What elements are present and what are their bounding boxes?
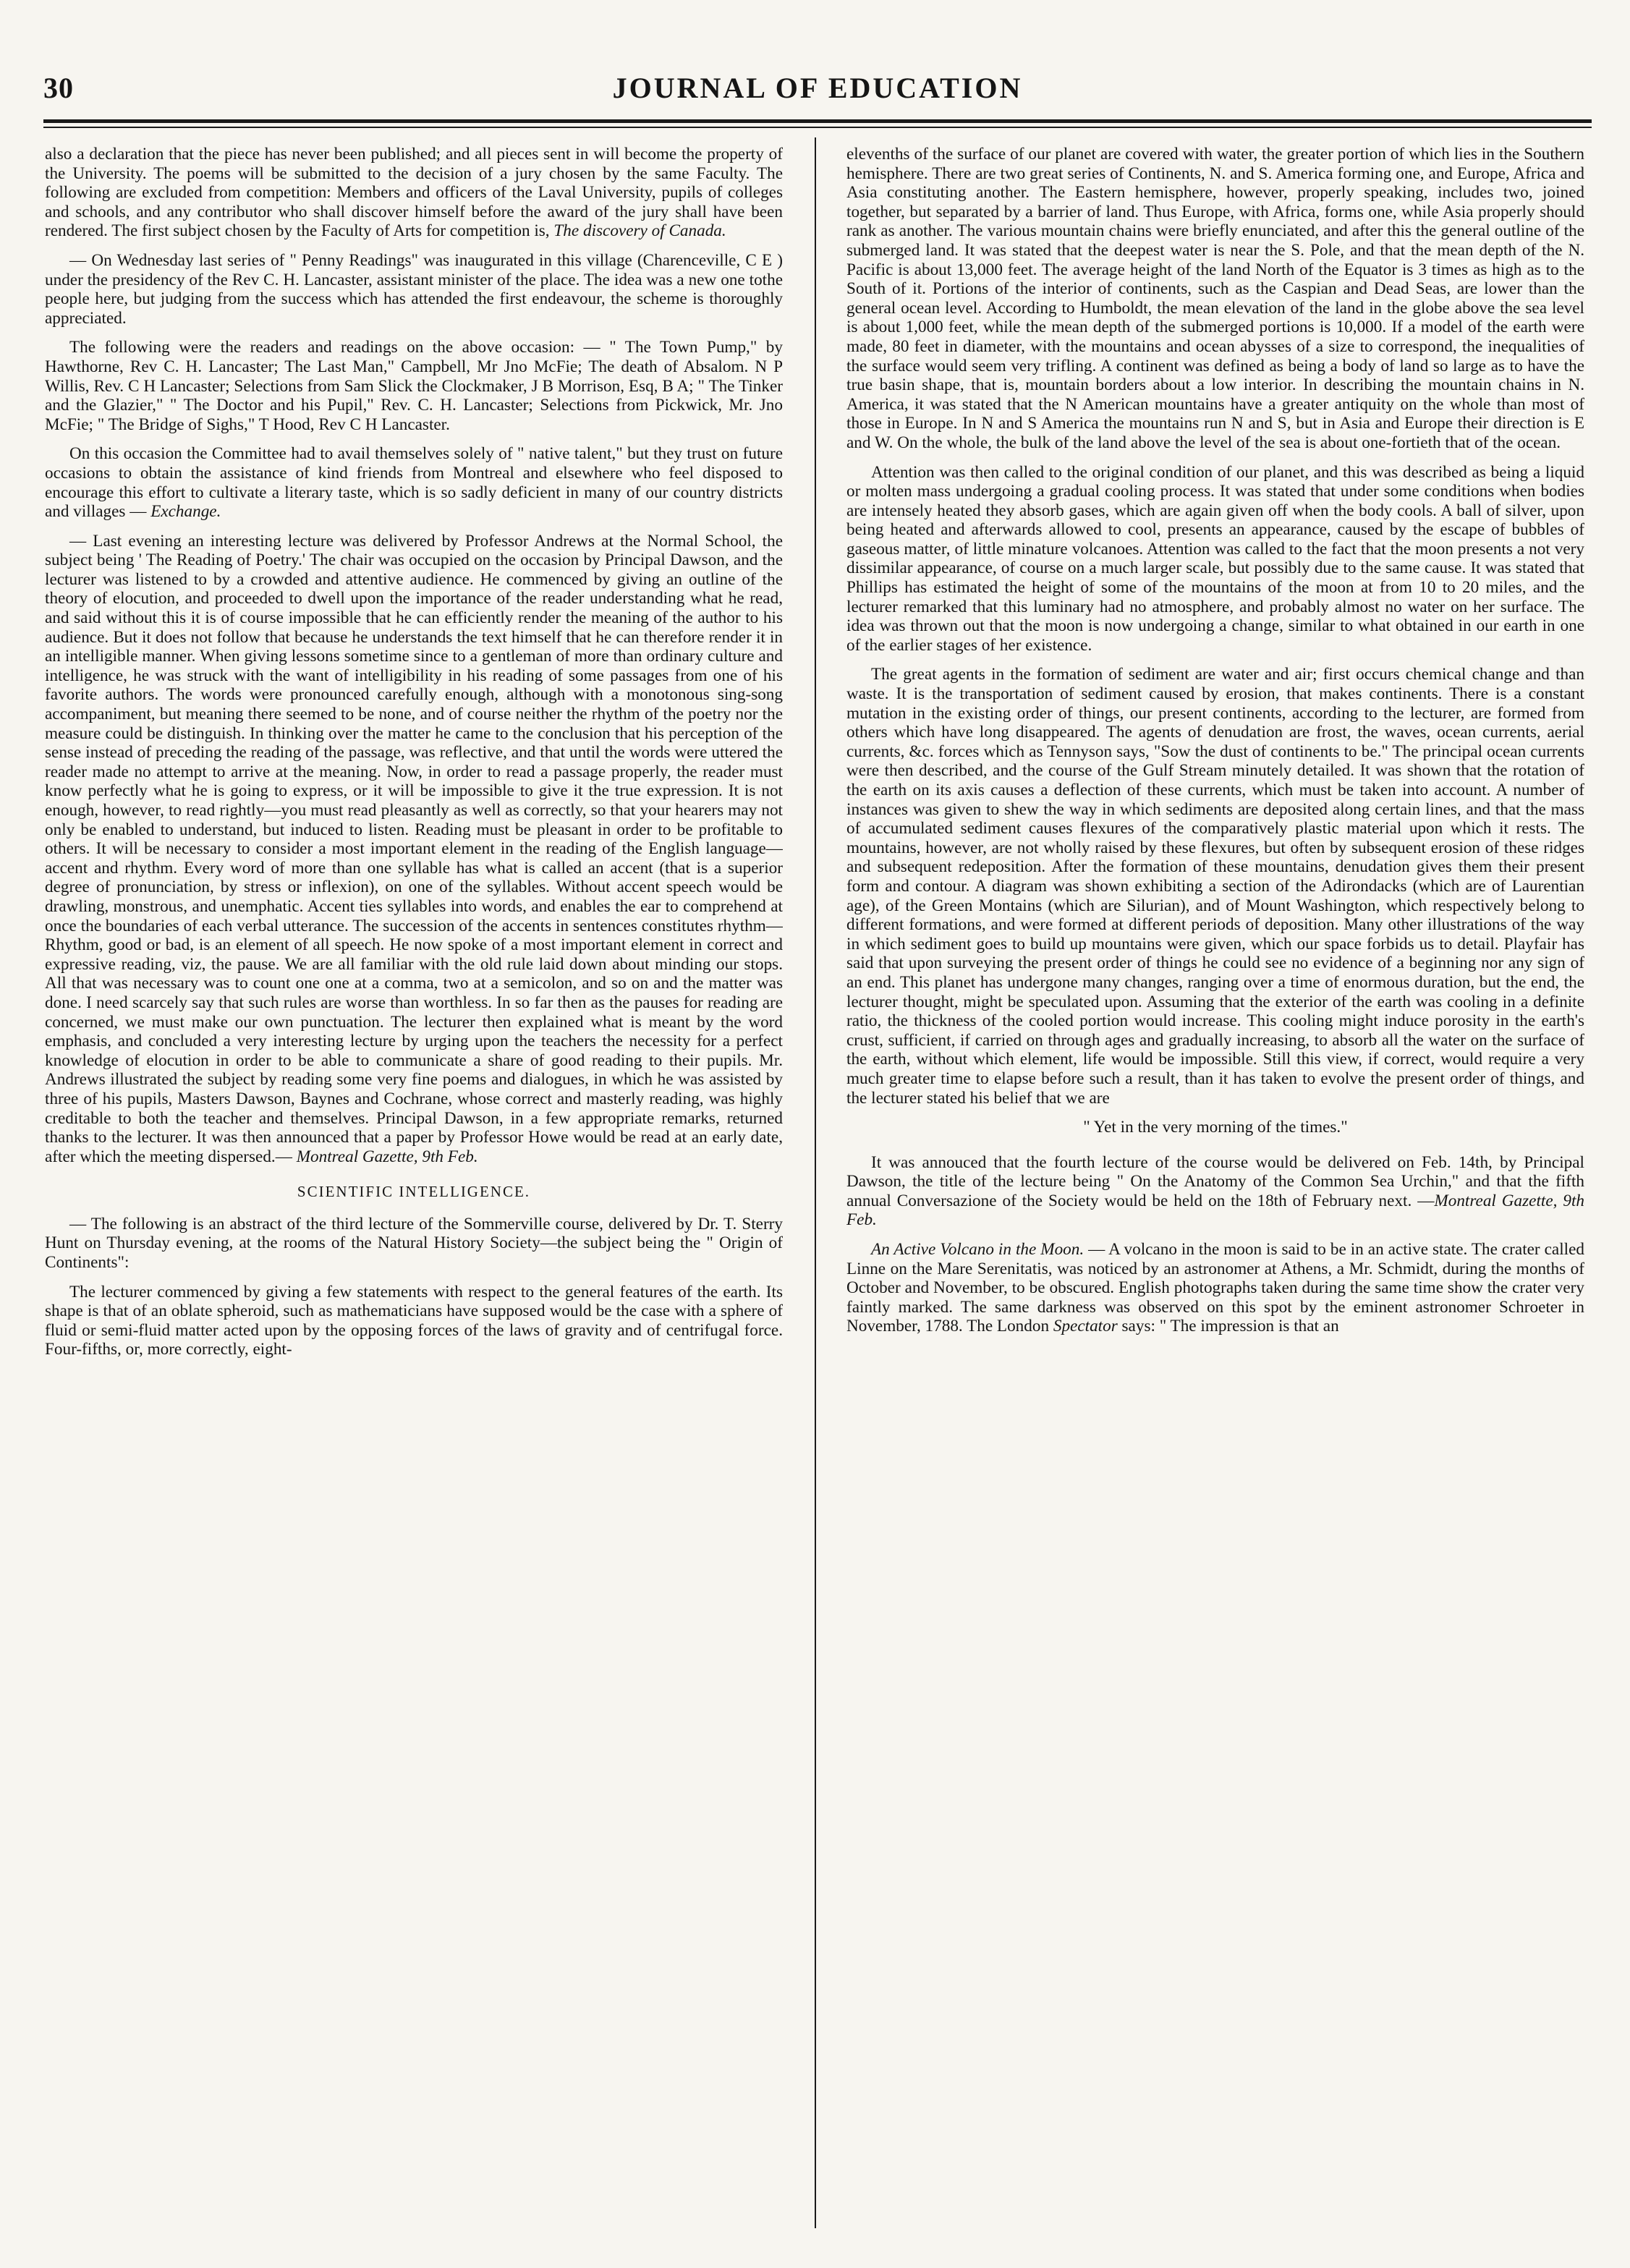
paragraph-sommerville-abstract: — The following is an abstract of the third lecture of the Sommerville course, delivered by Dr. T. Sterry Hunt on Thursday evening, at the rooms of the Natural History Society—the subject being the " Origin of Continents": <box>45 1214 783 1273</box>
competition-subject: The discovery of Canada. <box>553 221 726 241</box>
journal-title: JOURNAL OF EDUCATION <box>612 72 1023 104</box>
header-rule-thick <box>43 119 1592 123</box>
paragraph-penny-readings: — On Wednesday last series of " Penny Readings" was inaugurated in this village (Charenceville, C E ) under the presidency of the Rev C. H. Lancaster, assistant minister of the place. The idea was a new one tothe people here, but judging from the success which has attended the first endeavour, the scheme is thoroughly appreciated. <box>45 250 783 328</box>
paragraph-original-condition: Attention was then called to the original condition of our planet, and this was described as being a liquid or molten mass undergoing a gradual cooling process. It was stated that under some conditions when bodies are intensely heated they absorb gases, which are again given off when the body cools. A ball of silver, upon being heated and afterwards allowed to cool, presents an appearance, caused by the escape of bubbles of gaseous matter, of little minature volcanoes. Attention was called to the fact that the moon presents a not very dissimilar appearance, of course on a much larger scale, but possibly due to the same cause. It was stated that Phillips has estimated the height of some of the mountains of the moon at from 10 to 20 miles, and the lecturer remarked that this luminary had no atmosphere, and probably almost no water on her surface. The idea was thrown out that the moon is now undergoing a change, similar to what obtained in our earth in one of the earlier stages of her existence. <box>846 462 1584 655</box>
paragraph-university-competition: also a declaration that the piece has never been published; and all pieces sent in will become the property of the University. The poems will be submitted to the decision of a jury chosen by the same Faculty. The following are excluded from competition: Members and officers of the Laval University, pupils of colleges and schools, and any contributor who shall discover himself before the award of the jury shall have been rendered. The first subject chosen by the Faculty of Arts for competition is, The discovery of Canada. <box>45 145 783 241</box>
right-column <box>846 145 1584 2228</box>
section-heading-scientific: SCIENTIFIC INTELLIGENCE. <box>297 1183 531 1201</box>
paragraph-readings-list: The following were the readers and readings on the above occasion: — " The Town Pump," by Hawthorne, Rev C. H. Lancaster; The Last Man," Campbell, Mr Jno McFie; The death of Absalom. N P Willis, Rev. C H Lancaster; Selections from Sam Slick the Clockmaker, J B Morrison, Esq, B A; " The Tinker and the Glazier," " The Doctor and his Pupil," Rev. C. H. Lancaster; Selections from Pickwick, Mr. Jno McFie; " The Bridge of Sighs," T Hood, Rev C H Lancaster. <box>45 338 783 434</box>
page-number: 30 <box>43 72 74 104</box>
source-montreal-gazette: Montreal Gazette, 9th Feb. <box>296 1147 478 1166</box>
paragraph-committee: On this occasion the Committee had to avail themselves solely of " native talent," but they trust on future occasions to obtain the assistance of kind friends from Montreal and elsewhere who feel disposed to encourage this effort to cultivate a literary taste, which is so sadly deficient in many of our country districts and villages — Exchange. <box>45 444 783 522</box>
spectator-name: Spectator <box>1053 1317 1118 1336</box>
source-montreal-gazette-2: Montreal Gazette, 9th Feb. <box>846 1191 1584 1230</box>
paragraph-volcano-moon: An Active Volcano in the Moon. — A volcano in the moon is said to be in an active state. The crater called Linne on the Mare Serenitatis, was noticed by an astronomer at Athens, a Mr. Schmidt, during the months of October and November, to be obscured. English photographs taken during the same time show the crater very faintly marked. The same darkness was observed on this spot by the eminent astronomer Schroeter in November, 1788. The London Spectator says: " The impression is that an <box>846 1240 1584 1336</box>
column-divider <box>815 137 816 2228</box>
page-header <box>43 67 1592 110</box>
paragraph-fourth-lecture: It was annouced that the fourth lecture of the course would be delivered on Feb. 14th, by Principal Dawson, the title of the lecture being " On the Anatomy of the Common Sea Urchin," and that the fifth annual Conversazione of the Society would be held on the 18th of February next. —Montreal Gazette, 9th Feb. <box>846 1152 1584 1230</box>
left-column <box>45 145 783 2228</box>
quote-line: " Yet in the very morning of the times." <box>1083 1118 1348 1137</box>
article-title-volcano: An Active Volcano in the Moon. <box>871 1240 1084 1260</box>
source-exchange: Exchange. <box>150 502 221 522</box>
paragraph-surface-water: elevenths of the surface of our planet are covered with water, the greater portion of which lies in the Southern hemisphere. There are two great series of Continents, N. and S. America forming one, and Europe, Africa and Asia constituting another. The Eastern hemisphere, however, properly speaking, includes two, joined together, but separated by a barrier of land. Thus Europe, with Africa, forms one, while Asia properly should rank as another. The various mountain chains were briefly enunciated, and after this the general outline of the submerged land. It was stated that the deepest water is near the S. Pole, and that the mean depth of the N. Pacific is about 13,000 feet. The average height of the land North of the Equator is 3 times as high as to the South of it. Portions of the interior of continents, such as the Caspian and Dead Seas, are lower than the general ocean level. According to Humboldt, the mean elevation of the land in the globe above the sea level is about 1,000 feet, while the mean depth of the submerged portions is 10,000. If a model of the earth were made, 80 feet in diameter, with the mountains and ocean abysses of a size to correspond, the inequalities of the surface would seem very trifling. A continent was defined as being a body of land so large as to have the true basin shape, that is, mountain borders about a low interior. In describing the mountain chains in N. America, it was stated that the N American mountains have a greater antiquity on the whole than most of those in Europe. In N and S America the mountains run N and S, but in Asia and Europe their direction is E and W. On the whole, the bulk of the land above the level of the sea is about one-fortieth that of the ocean. <box>846 145 1584 452</box>
paragraph-earth-features: The lecturer commenced by giving a few statements with respect to the general features of the earth. Its shape is that of an oblate spheroid, such as mathematicians have supposed would be the case with a sphere of fluid or semi-fluid matter acted upon by the opposing forces of the laws of gravity and of centrifugal force. Four-fifths, or, more correctly, eight- <box>45 1282 783 1359</box>
paragraph-andrews-lecture: — Last evening an interesting lecture was delivered by Professor Andrews at the Normal School, the subject being ' The Reading of Poetry.' The chair was occupied on the occasion by Principal Dawson, and the lecturer was listened to by a crowded and attentive audience. He commenced by giving an outline of the theory of elocution, and proceeded to dwell upon the importance of the reader understanding what he read, and said without this it is of course impossible that he can efficiently render the meaning of the author to his audience. But it does not follow that because he understands the text himself that he can therefore render it in an intelligible manner. When giving lessons sometime since to a gentleman of more than ordinary culture and intelligence, he was struck with the want of intelligibility in his reading of some passages from one of his favorite authors. The words were pronounced carefully enough, although with a monotonous sing-song accompaniment, but meaning there seemed to be none, and of course neither the rhythm of the poetry nor the measure could be distinguish. In thinking over the matter he came to the conclusion that his perception of the sense instead of preceding the reading of the passage, was reflective, and that until the words were uttered the reader made no attempt to arrive at the meaning. Now, in order to read a passage properly, the reader must know perfectly what he is going to express, or it will be impossible to give it the true expression. It is not enough, however, to read rightly—you must read pleasantly as well as correctly, so that your hearers may not only be enabled to understand, but induced to listen. Reading must be pleasant in order to be profitable to others. It will be necessary to consider a most important element in the reading of the English language—accent and rhythm. Every word of more than one syllable has what is called an accent (that is a superior degree of pronunciation, by stress or inflexion), on one of the syllables. Without accent speech would be drawling, monstrous, and unemphatic. Accent ties syllables into words, and enables the ear to comprehend at once the boundaries of each verbal utterance. The succession of the accents in sentences constitutes rhythm—Rhythm, good or bad, is an element of all speech. He now spoke of a most important element in correct and expressive reading, viz, the pause. We are all familiar with the old rule laid down about minding our stops. All that was necessary was to count one one at a comma, two at a semicolon, and so on and the matter was done. I need scarcely say that such rules are worse than worthless. In so far then as the pauses for reading are concerned, we must make our own punctuation. The lecturer then explained what is meant by the word emphasis, and concluded a very interesting lecture by urging upon the teachers the necessity for a perfect knowledge of elocution in order to be able to communicate a share of good reading to their pupils. Mr. Andrews illustrated the subject by reading some very fine poems and dialogues, in which he was assisted by three of his pupils, Masters Dawson, Baynes and Cochrane, whose correct and masterly reading, was highly creditable to both the teacher and themselves. Principal Dawson, in a few appropriate remarks, returned thanks to the lecturer. It was then announced that a paper by Professor Howe would be read at an early date, after which the meeting dispersed.— Montreal Gazette, 9th Feb. <box>45 531 783 1166</box>
paragraph-sediment-agents: The great agents in the formation of sediment are water and air; first occurs chemical change and than waste. It is the transportation of sediment caused by erosion, that makes continents. There is a constant mutation in the existing order of things, our present continents, according to the lecturer, are formed from others which have long disappeared. The agents of denudation are frost, the waves, ocean currents, aerial currents, &c. forces which as Tennyson says, "Sow the dust of continents to be." The principal ocean currents were then described, and the course of the Gulf Stream minutely detailed. It was shown that the rotation of the earth on its axis causes a deflection of these currents, which must be taken into account. A number of instances was given to shew the way in which sediments are deposited along certain lines, and that the mass of accumulated sediment causes flexures of the comparatively plastic material upon which it rests. The mountains, however, are not wholly raised by these flexures, but often by subsequent erosion of these ridges and subsequent redeposition. After the formation of these mountains, denudation gives them their present form and contour. A diagram was shown exhibiting a section of the Adirondacks (which are of Laurentian age), of the Green Montains (which are Silurian), and of Mount Washington, which respectively belong to different formations, and were formed at different periods of deposition. Many other illustrations of the way in which sediment goes to build up mountains were given, which our space forbids us to detail. Playfair has said that upon surveying the present order of things he could see no evidence of a beginning nor any sign of an end. This planet has undergone many changes, ranging over a time of enormous duration, but the end, the lecturer thought, might be speculated upon. Assuming that the exterior of the earth was cooling in a definite ratio, the thickness of the cooled portion would increase. This cooling might induce porosity in the earth's crust, sufficient, if carried on through ages and gradually increasing, to absorb all the water on the surface of the earth, without which element, life would be impossible. Still this view, if correct, would require a very much greater time to elapse before such a result, than it has taken to evolve the present order of things, and the lecturer stated his belief that we are <box>846 665 1584 1108</box>
header-rule-thin <box>43 127 1592 128</box>
